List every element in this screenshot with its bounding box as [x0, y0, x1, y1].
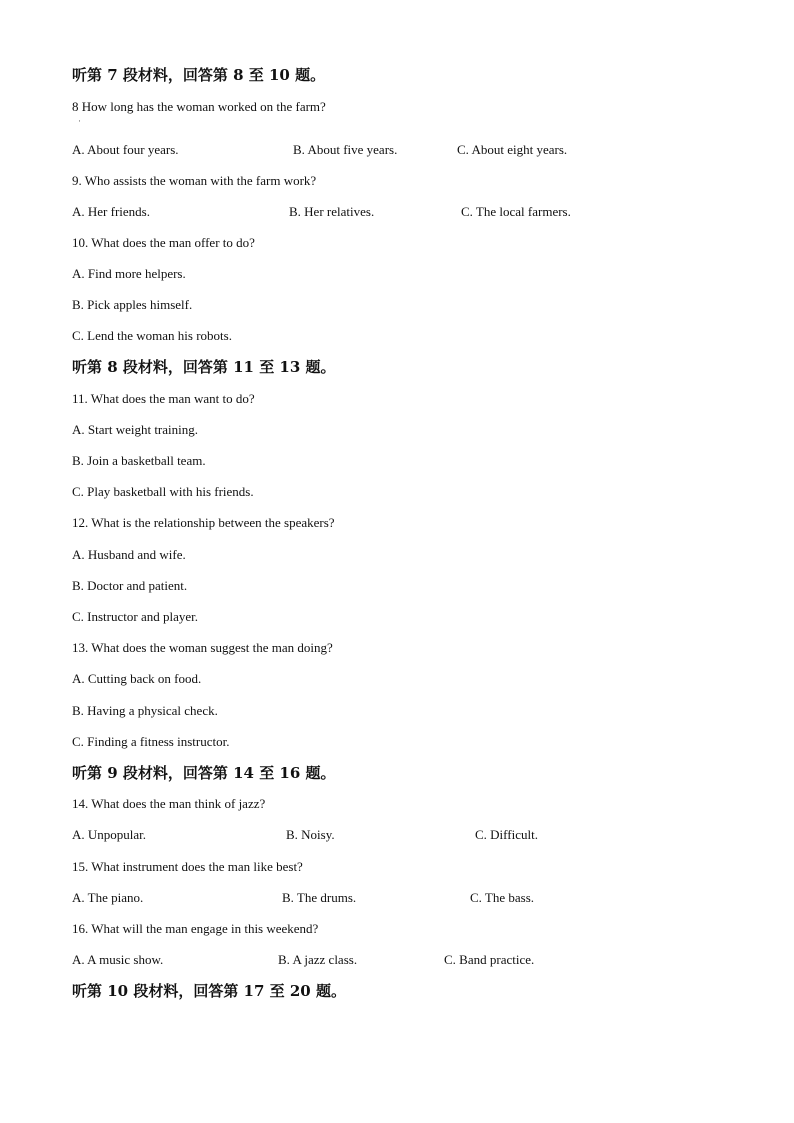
question-text: 10. What does the man offer to do? — [72, 235, 255, 250]
option-a: A. The piano. — [72, 890, 144, 905]
option-c: C. The bass. — [470, 890, 535, 905]
option-a: A. Husband and wife. — [72, 547, 186, 562]
option-a: A. Start weight training. — [72, 422, 199, 437]
question-text: 16. What will the man engage in this weekend? — [72, 921, 319, 936]
option-b: B. Having a physical check. — [72, 703, 218, 718]
question-text: 15. What instrument does the man like best? — [72, 859, 303, 874]
option-c: C. Difficult. — [475, 827, 538, 842]
option-a: A. About four years. — [72, 142, 179, 157]
option-b: B. Join a basketball team. — [72, 453, 206, 468]
option-c: C. Play basketball with his friends. — [72, 484, 254, 499]
option-b: B. The drums. — [282, 890, 357, 905]
option-c: C. About eight years. — [457, 142, 568, 157]
option-c: C. Instructor and player. — [72, 609, 198, 624]
question-text: 9. Who assists the woman with the farm work? — [72, 173, 317, 188]
option-a: A. A music show. — [72, 952, 164, 967]
option-c: C. The local farmers. — [461, 204, 571, 219]
option-a: A. Her friends. — [72, 204, 150, 219]
option-b: B. Pick apples himself. — [72, 297, 193, 312]
option-b: B. A jazz class. — [278, 952, 358, 967]
question-text: 13. What does the woman suggest the man doing? — [72, 640, 333, 655]
stray-mark: · — [78, 116, 81, 126]
option-b: B. Noisy. — [286, 827, 335, 842]
option-b: B. Her relatives. — [289, 204, 375, 219]
option-c: C. Finding a fitness instructor. — [72, 734, 230, 749]
question-text: 12. What is the relationship between the speakers? — [72, 515, 335, 530]
option-c: C. Lend the woman his robots. — [72, 328, 232, 343]
option-a: A. Unpopular. — [72, 827, 147, 842]
option-b: B. About five years. — [293, 142, 398, 157]
section-heading: 听第 9 段材料，回答第 14 至 16 题。 — [72, 764, 336, 782]
option-a: A. Cutting back on food. — [72, 671, 202, 686]
option-a: A. Find more helpers. — [72, 266, 186, 281]
section-heading: 听第 7 段材料，回答第 8 至 10 题。 — [72, 66, 326, 84]
question-text: 11. What does the man want to do? — [72, 391, 255, 406]
option-b: B. Doctor and patient. — [72, 578, 188, 593]
section-heading: 听第 10 段材料，回答第 17 至 20 题。 — [72, 982, 346, 1000]
question-text: 14. What does the man think of jazz? — [72, 796, 266, 811]
section-heading: 听第 8 段材料，回答第 11 至 13 题。 — [72, 358, 336, 376]
question-text: 8 How long has the woman worked on the farm? — [72, 99, 326, 114]
option-c: C. Band practice. — [444, 952, 535, 967]
